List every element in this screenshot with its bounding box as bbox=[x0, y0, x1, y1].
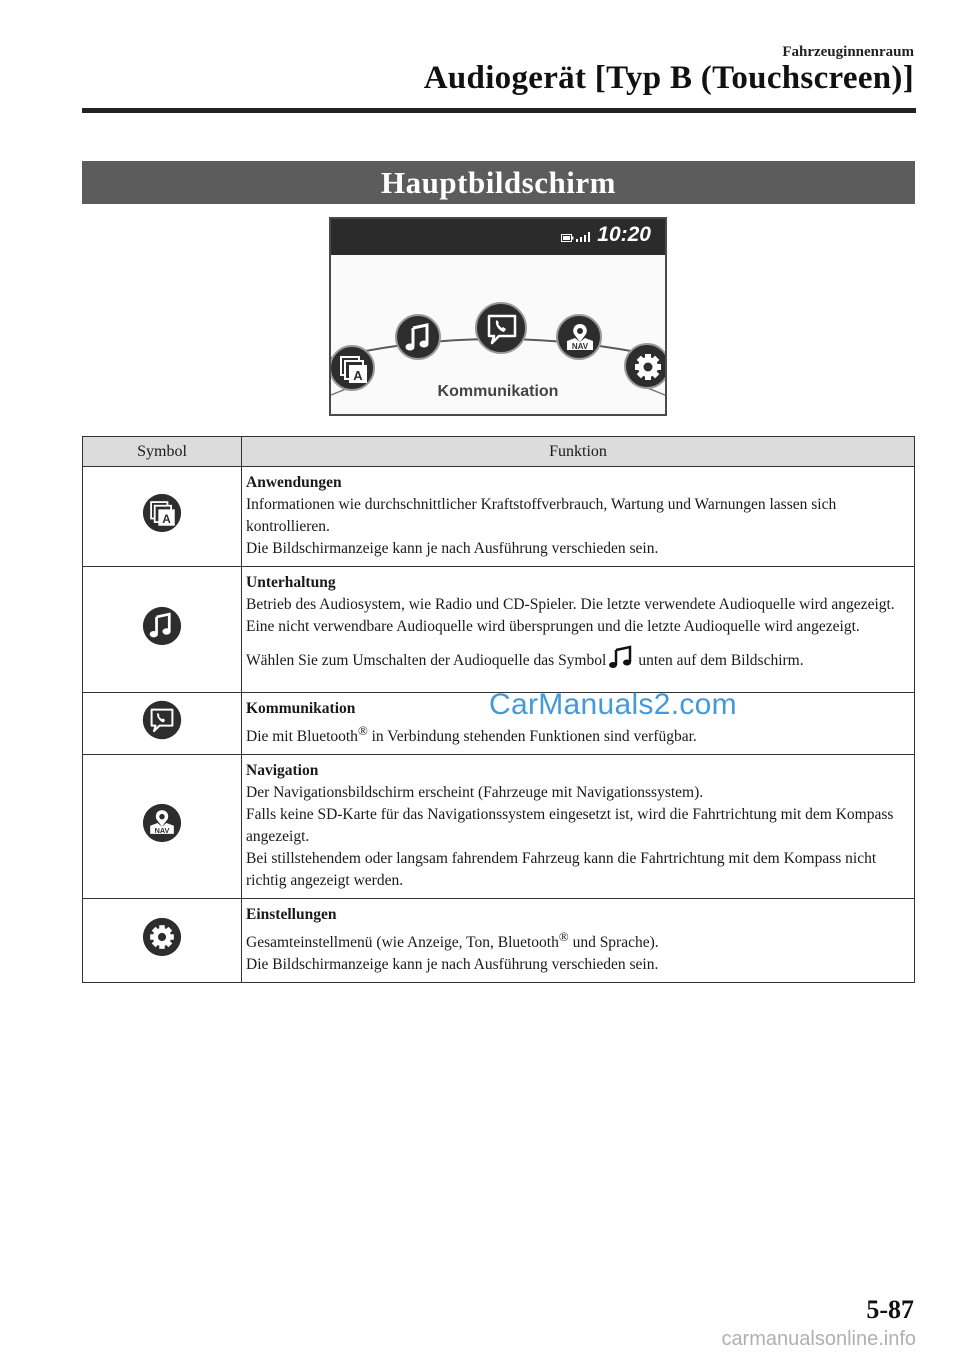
site-watermark: carmanualsonline.info bbox=[721, 1328, 916, 1350]
row-text: Falls keine SD-Karte für das Navigationssystem eingesetzt ist, wird die Fahrtrichtung mit dem Kompass angezeigt. bbox=[246, 806, 894, 846]
screen-app-nav-pin-icon[interactable] bbox=[556, 314, 602, 360]
row-note-start: Wählen Sie zum Umschalten der Audioquelle das Symbol bbox=[246, 652, 607, 669]
table-row bbox=[83, 755, 915, 899]
row-title: Kommunikation bbox=[246, 700, 356, 717]
row-text: Gesamteinstellmenü (wie Anzeige, Ton, Bluetooth bbox=[246, 934, 559, 952]
music-note-icon bbox=[142, 606, 182, 646]
row-text: Informationen wie durchschnittlicher Kraftstoffverbrauch, Wartung und Warnungen lassen sich kontrollieren. bbox=[246, 496, 837, 535]
row-text: Die Bildschirmanzeige kann je nach Ausführung verschieden sein. bbox=[246, 540, 659, 557]
music-note-icon bbox=[608, 645, 636, 669]
section-title: Hauptbildschirm bbox=[82, 161, 915, 204]
row-text: Die mit Bluetooth bbox=[246, 728, 358, 746]
applications-icon bbox=[142, 493, 182, 533]
row-text: in Verbindung stehenden Funktionen sind verfügbar. bbox=[367, 728, 697, 746]
page-title: Audiogerät [Typ B (Touchscreen)] bbox=[423, 60, 914, 96]
table-row bbox=[83, 899, 915, 983]
table-row bbox=[83, 467, 915, 567]
gear-icon bbox=[142, 917, 182, 957]
svg-text:A: A bbox=[353, 368, 363, 383]
table-header-row bbox=[83, 437, 915, 467]
phone-chat-icon bbox=[142, 700, 182, 740]
row-text: Der Navigationsbildschirm erscheint (Fahrzeuge mit Navigationssystem). bbox=[246, 784, 704, 802]
chapter-label: Fahrzeuginnenraum bbox=[782, 44, 914, 60]
svg-text:NAV: NAV bbox=[571, 342, 589, 351]
row-title: Anwendungen bbox=[246, 474, 342, 491]
svg-text:NAV: NAV bbox=[154, 826, 170, 836]
registered-mark: ® bbox=[357, 723, 368, 738]
screen-active-label: Kommunikation bbox=[437, 383, 559, 400]
registered-mark: ® bbox=[558, 929, 569, 945]
table-row bbox=[83, 567, 915, 693]
row-note-end: unten auf dem Bildschirm. bbox=[638, 652, 804, 669]
row-text: und Sprache). bbox=[568, 934, 659, 952]
watermark: CarManuals2.com bbox=[489, 688, 737, 721]
row-text: Bei stillstehendem oder langsam fahrendem Fahrzeug kann die Fahrtrichtung mit dem Kompass nicht richtig angezeigt werden. bbox=[246, 850, 877, 890]
row-text: Betrieb des Audiosystem, wie Radio und CD-Spieler. Die letzte verwendete Audioquelle wird angezeigt. Eine nicht verwendbare Audioquelle wird übersprungen und die letzte Audioquelle wird angezeigt. bbox=[246, 596, 895, 635]
row-title: Unterhaltung bbox=[246, 574, 336, 591]
screen-illustration bbox=[329, 217, 667, 416]
symbol-header: Symbol bbox=[83, 437, 242, 467]
function-header: Funktion bbox=[242, 437, 915, 467]
row-text: Die Bildschirmanzeige kann je nach Ausführung verschieden sein. bbox=[246, 956, 659, 974]
row-title: Navigation bbox=[246, 762, 319, 780]
clock: 10:20 bbox=[597, 223, 651, 246]
svg-text:A: A bbox=[162, 512, 171, 526]
page-number: 5-87 bbox=[866, 1295, 914, 1324]
header-rule bbox=[82, 108, 916, 113]
nav-pin-icon bbox=[142, 803, 182, 843]
screen-app-phone-chat-icon[interactable] bbox=[475, 302, 527, 354]
row-title: Einstellungen bbox=[246, 906, 337, 924]
screen-app-music-note-icon[interactable] bbox=[395, 314, 441, 360]
